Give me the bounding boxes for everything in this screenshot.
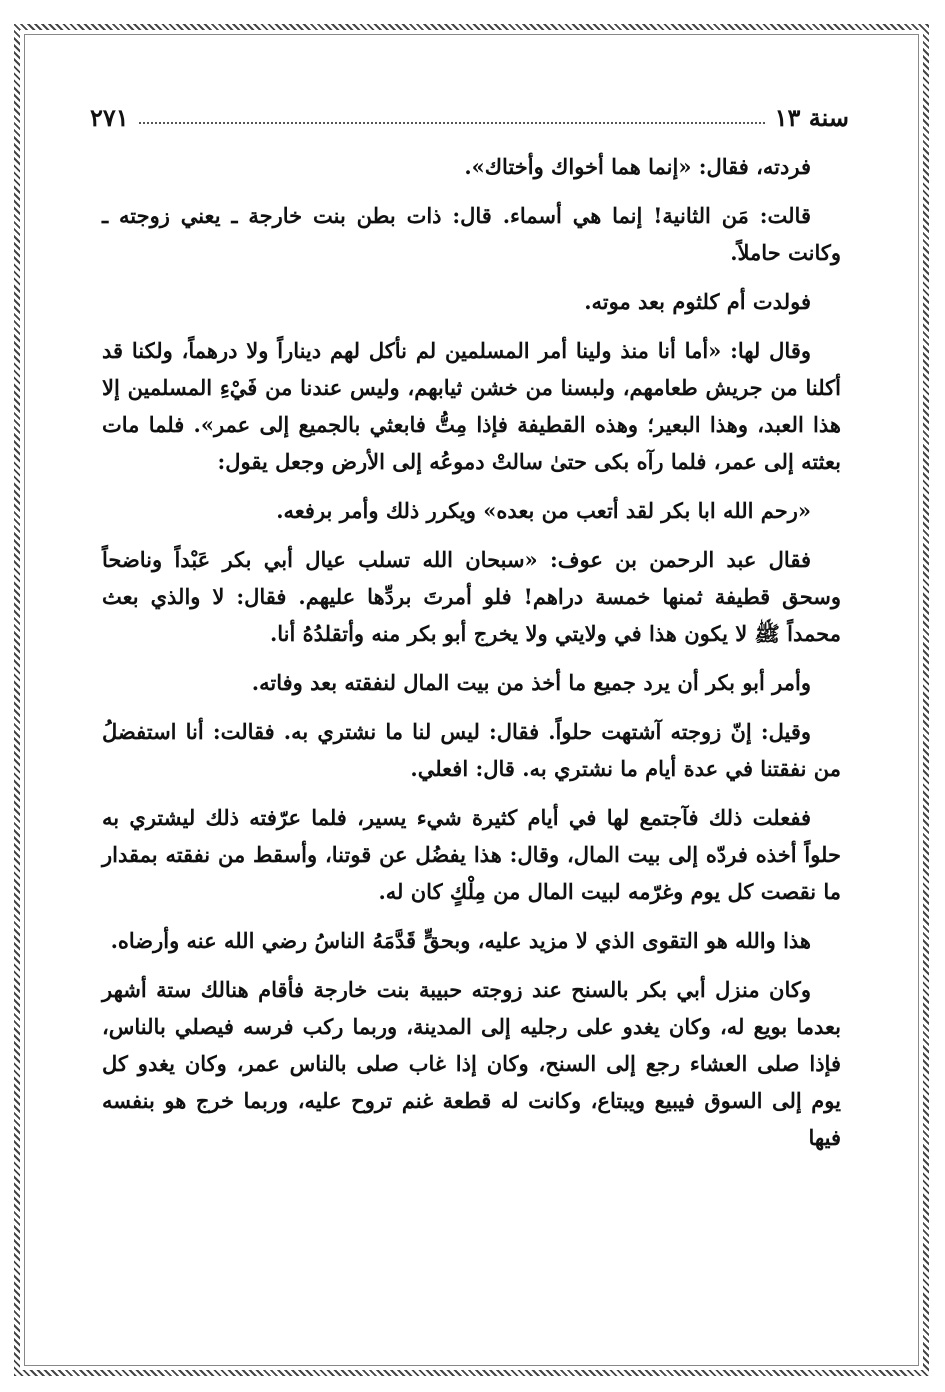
page-header [90,92,849,132]
paragraph: فقال عبد الرحمن بن عوف: «سبحان الله تسلب عيال أبي بكر عَبْداً وناضحاً وسحق قطيفة ثمنها خمسة دراهم! فلو أمرتَ بردِّها عليهم. فقال: لا والذي بعث محمداً ﷺ لا يكون هذا في ولايتي ولا يخرج أبو بكر منه وأتقلدُهُ أنا. [102,547,841,646]
paragraph: قالت: مَن الثانية! إنما هي أسماء. قال: ذات بطن بنت خارجة ـ يعني زوجته ـ وكانت حاملاً. [102,203,841,265]
page-body [102,148,841,1322]
running-head: سنة ١٣ [774,103,849,132]
paragraph: فردته، فقال: «إنما هما أخواك وأختاك». [464,154,811,179]
page-number: ٢٧١ [90,103,129,132]
paragraph: فولدت أم كلثوم بعد موته. [584,289,811,314]
paragraph: وقيل: إنّ زوجته آشتهت حلواً. فقال: ليس لنا ما نشتري به. فقالت: أنا استفضلُ من نفقتنا في عدة أيام ما نشتري به. قال: افعلي. [102,719,841,781]
paragraph: «رحم الله ابا بكر لقد أتعب من بعده» ويكرر ذلك وأمر برفعه. [276,498,811,523]
paragraph: وأمر أبو بكر أن يرد جميع ما أخذ من بيت المال لنفقته بعد وفاته. [251,670,811,695]
header-dotted-rule [139,121,765,124]
paragraph: وقال لها: «أما أنا منذ ولينا أمر المسلمين لم نأكل لهم ديناراً ولا درهماً، ولكنا قد أكلنا من جريش طعامهم، ولبسنا من خشن ثيابهم، وليس عندنا من فَيْءِ المسلمين إلا هذا العبد، وهذا البعير؛ وهذه القطيفة فإذا مِتُّ فابعثي بالجميع إلى عمر». فلما مات بعثته إلى عمر، فلما رآه بكى حتىٰ سالتْ دموعُه إلى الأرض وجعل يقول: [102,338,841,474]
paragraph: وكان منزل أبي بكر بالسنح عند زوجته حبيبة بنت خارجة فأقام هنالك ستة أشهر بعدما بويع له، وكان يغدو على رجليه إلى المدينة، وربما ركب فرسه فيصلي بالناس، فإذا صلى العشاء رجع إلى السنح، وكان إذا غاب صلى بالناس عمر، وكان يغدو كل يوم إلى السوق فيبيع ويبتاع، وكانت له قطعة غنم تروح عليه، وربما خرج هو بنفسه فيها [102,977,841,1150]
paragraph: هذا والله هو التقوى الذي لا مزيد عليه، وبحقٍّ قَدَّمَهُ الناسُ رضي الله عنه وأرضاه. [110,928,811,953]
paragraph: ففعلت ذلك فآجتمع لها في أيام كثيرة شيء يسير، فلما عرّفته ذلك ليشتري به حلواً أخذه فردّه إلى بيت المال، وقال: هذا يفضُل عن قوتنا، وأسقط من نفقته بمقدار ما نقصت كل يوم وغرّمه لبيت المال من مِلْكٍ كان له. [102,805,841,904]
